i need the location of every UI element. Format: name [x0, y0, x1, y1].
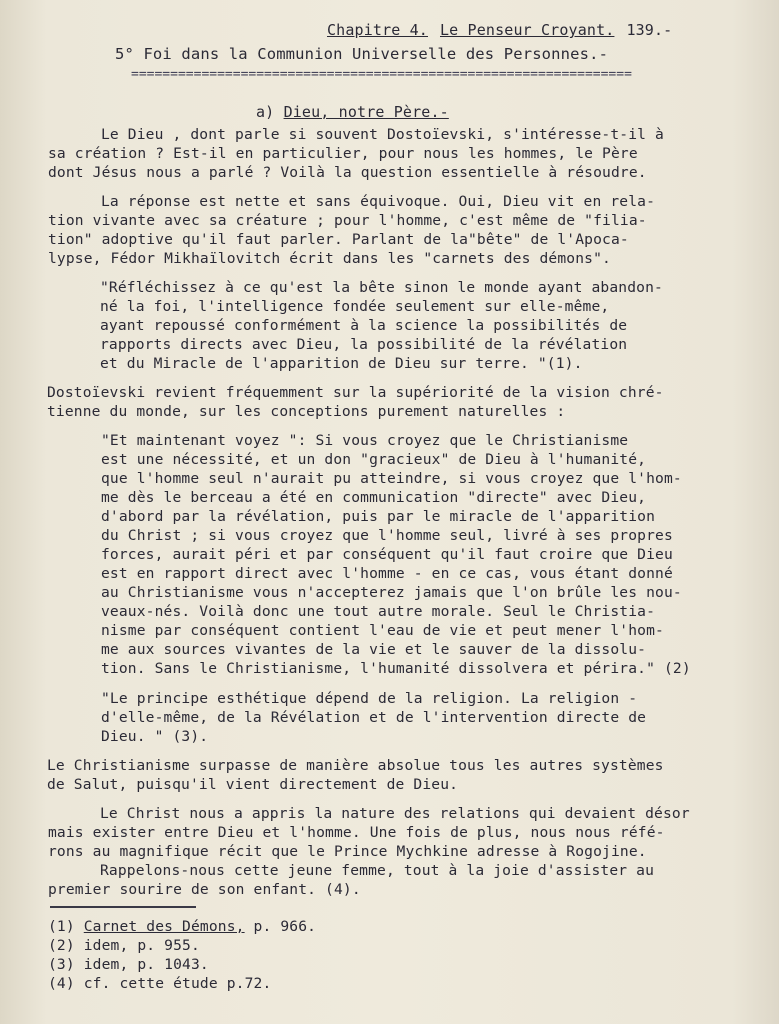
quote-line: et du Miracle de l'apparition de Dieu sur terre. "(1). — [100, 355, 583, 372]
footnote-1-number: (1) — [48, 918, 75, 935]
subsection-label: a) — [256, 103, 275, 121]
section-title-rule: ================================================================ — [131, 67, 632, 82]
running-header — [327, 22, 672, 39]
quote-line: né la foi, l'intelligence fondée seulement sur elle-même, — [100, 298, 610, 315]
body-line: de Salut, puisqu'il vient directement de Dieu. — [47, 776, 459, 793]
footnote-1-page: p. 966. — [253, 918, 317, 935]
quote-line: me aux sources vivantes de la vie et le sauver de la dissolu- — [101, 641, 647, 658]
quote-line: d'abord par la révélation, puis par le miracle de l'apparition — [101, 508, 656, 525]
body-line: tienne du monde, sur les conceptions purement naturelles : — [47, 403, 566, 420]
body-line: Rappelons-nous cette jeune femme, tout à la joie d'assister au — [100, 862, 655, 879]
body-line: tion vivante avec sa créature ; pour l'homme, c'est même de "filia- — [48, 212, 647, 229]
quote-line: rapports directs avec Dieu, la possibilité de la révélation — [100, 336, 628, 353]
page-number: 139.- — [626, 21, 673, 39]
body-line: Le Christ nous a appris la nature des relations qui devaient désor — [100, 805, 690, 822]
footnote-divider — [50, 906, 196, 908]
body-line: Dostoïevski revient fréquemment sur la supériorité de la vision chré- — [47, 384, 664, 401]
quote-line: ayant repoussé conformément à la science la possibilités de — [100, 317, 628, 334]
quote-line: "Réfléchissez à ce qu'est la bête sinon le monde ayant abandon- — [100, 279, 663, 296]
body-line: tion" adoptive qu'il faut parler. Parlant de la"bête" de l'Apoca- — [48, 231, 629, 248]
quote-line: nisme par conséquent contient l'eau de vie et peut mener l'hom- — [101, 622, 664, 639]
body-line: rons au magnifique récit que le Prince Mychkine adresse à Rogojine. — [48, 843, 647, 860]
subsection-title: Dieu, notre Père.- — [283, 103, 449, 121]
quote-line: que l'homme seul n'aurait pu atteindre, si vous croyez que l'hom- — [101, 470, 682, 487]
quote-line: est en rapport direct avec l'homme - en ce cas, vous étant donné — [101, 565, 673, 582]
quote-line: me dès le berceau a été en communication "directe" avec Dieu, — [101, 489, 647, 506]
body-line: dont Jésus nous a parlé ? Voilà la question essentielle à résoudre. — [48, 164, 647, 181]
quote-line: est une nécessité, et un don "gracieux" de Dieu à l'humanité, — [101, 451, 647, 468]
quote-line: d'elle-même, de la Révélation et de l'intervention directe de — [101, 709, 647, 726]
footnote-4: (4) cf. cette étude p.72. — [48, 975, 272, 992]
quote-line: Dieu. " (3). — [101, 728, 209, 745]
quote-line: au Christianisme vous n'accepterez jamais que l'on brûle les nou- — [101, 584, 682, 601]
quote-line: "Le principe esthétique dépend de la religion. La religion - — [101, 690, 638, 707]
body-line: La réponse est nette et sans équivoque. Oui, Dieu vit en rela- — [101, 193, 656, 210]
subsection-heading — [256, 104, 449, 121]
body-line: premier sourire de son enfant. (4). — [48, 881, 361, 898]
body-line: mais exister entre Dieu et l'homme. Une fois de plus, nous nous réfé- — [48, 824, 665, 841]
chapter-label: Chapitre 4. — [327, 21, 428, 39]
section-title: 5° Foi dans la Communion Universelle des Personnes.- — [115, 45, 609, 63]
quote-line: forces, aurait péri et par conséquent qu'il faut croire que Dieu — [101, 546, 673, 563]
body-line: sa création ? Est-il en particulier, pour nous les hommes, le Père — [48, 145, 638, 162]
chapter-title: Le Penseur Croyant. — [440, 21, 615, 39]
quote-line: tion. Sans le Christianisme, l'humanité dissolvera et périra." (2) — [101, 660, 691, 677]
quote-line: veaux-nés. Voilà donc une tout autre morale. Seul le Christia- — [101, 603, 656, 620]
body-line: lypse, Fédor Mikhaïlovitch écrit dans les "carnets des démons". — [48, 250, 611, 267]
quote-line: du Christ ; si vous croyez que l'homme seul, livré à ses propres — [101, 527, 673, 544]
footnote-3: (3) idem, p. 1043. — [48, 956, 209, 973]
body-line: Le Dieu , dont parle si souvent Dostoïevski, s'intéresse-t-il à — [101, 126, 664, 143]
footnote-1-title: Carnet des Démons, — [83, 918, 245, 935]
body-line: Le Christianisme surpasse de manière absolue tous les autres systèmes — [47, 757, 664, 774]
footnote-2: (2) idem, p. 955. — [48, 937, 200, 954]
quote-line: "Et maintenant voyez ": Si vous croyez que le Christianisme — [101, 432, 629, 449]
footnote-1 — [48, 918, 316, 935]
